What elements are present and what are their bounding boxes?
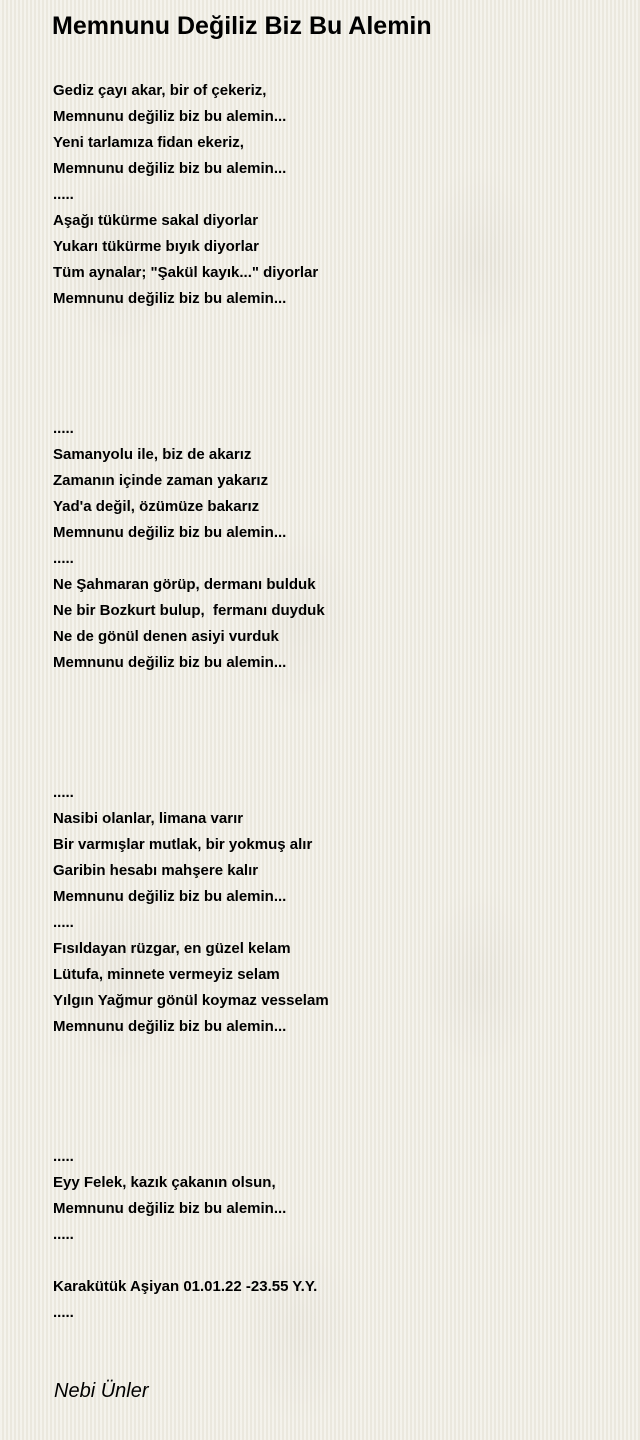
- poem-line: Bir varmışlar mutlak, bir yokmuş alır: [53, 836, 313, 853]
- poem-line: Ne bir Bozkurt bulup, fermanı duyduk: [53, 602, 325, 619]
- poem-blank-line: [53, 702, 329, 728]
- poem-line: Tüm aynalar; "Şakül kayık..." diyorlar: [53, 264, 319, 281]
- poem-line: Ne Şahmaran görüp, dermanı bulduk: [53, 576, 316, 593]
- poem-blank-line: [53, 1066, 329, 1092]
- poem-line: Karakütük Aşiyan 01.01.22 -23.55 Y.Y.: [53, 1278, 318, 1295]
- poem-line: Samanyolu ile, biz de akarız: [53, 446, 252, 463]
- poem-blank-line: [53, 390, 329, 416]
- poem-line: Memnunu değiliz biz bu alemin...: [53, 160, 287, 177]
- poem-line: Gediz çayı akar, bir of çekeriz,: [53, 82, 267, 99]
- poem-line: .....: [53, 1304, 74, 1321]
- poem-line: Ne de gönül denen asiyi vurduk: [53, 628, 279, 645]
- poem-line: Memnunu değiliz biz bu alemin...: [53, 524, 287, 541]
- poem-blank-line: [53, 754, 329, 780]
- poem-blank-line: [53, 312, 329, 338]
- poem-blank-line: [53, 338, 329, 364]
- poem-body: [53, 78, 329, 1326]
- poem-line: Memnunu değiliz biz bu alemin...: [53, 290, 287, 307]
- poem-author: Nebi Ünler: [54, 1380, 149, 1402]
- poem-line: Nasibi olanlar, limana varır: [53, 810, 244, 827]
- poem-line: .....: [53, 420, 74, 437]
- poem-line: Yukarı tükürme bıyık diyorlar: [53, 238, 259, 255]
- poem-blank-line: [53, 1118, 329, 1144]
- poem-line: .....: [53, 784, 74, 801]
- poem-line: .....: [53, 186, 74, 203]
- poem-line: Yad'a değil, özümüze bakarız: [53, 498, 260, 515]
- poem-line: Garibin hesabı mahşere kalır: [53, 862, 259, 879]
- poem-blank-line: [53, 1248, 329, 1274]
- poem-blank-line: [53, 364, 329, 390]
- poem-line: Memnunu değiliz biz bu alemin...: [53, 654, 287, 671]
- poem-line: Eyy Felek, kazık çakanın olsun,: [53, 1174, 276, 1191]
- poem-blank-line: [53, 1092, 329, 1118]
- poem-line: Lütufa, minnete vermeyiz selam: [53, 966, 280, 983]
- poem-blank-line: [53, 728, 329, 754]
- poem-blank-line: [53, 676, 329, 702]
- poem-line: .....: [53, 1226, 74, 1243]
- poem-line: Memnunu değiliz biz bu alemin...: [53, 1018, 287, 1035]
- poem-line: .....: [53, 1148, 74, 1165]
- poem-line: Fısıldayan rüzgar, en güzel kelam: [53, 940, 291, 957]
- poem-blank-line: [53, 1040, 329, 1066]
- poem-line: Aşağı tükürme sakal diyorlar: [53, 212, 259, 229]
- poem-line: Memnunu değiliz biz bu alemin...: [53, 1200, 287, 1217]
- poem-line: Memnunu değiliz biz bu alemin...: [53, 108, 287, 125]
- poem-line: Yeni tarlamıza fidan ekeriz,: [53, 134, 244, 151]
- poem-title: Memnunu Değiliz Biz Bu Alemin: [52, 12, 432, 40]
- poem-line: .....: [53, 550, 74, 567]
- poem-line: Memnunu değiliz biz bu alemin...: [53, 888, 287, 905]
- poem-line: Zamanın içinde zaman yakarız: [53, 472, 269, 489]
- poem-line: .....: [53, 914, 74, 931]
- poem-line: Yılgın Yağmur gönül koymaz vesselam: [53, 992, 329, 1009]
